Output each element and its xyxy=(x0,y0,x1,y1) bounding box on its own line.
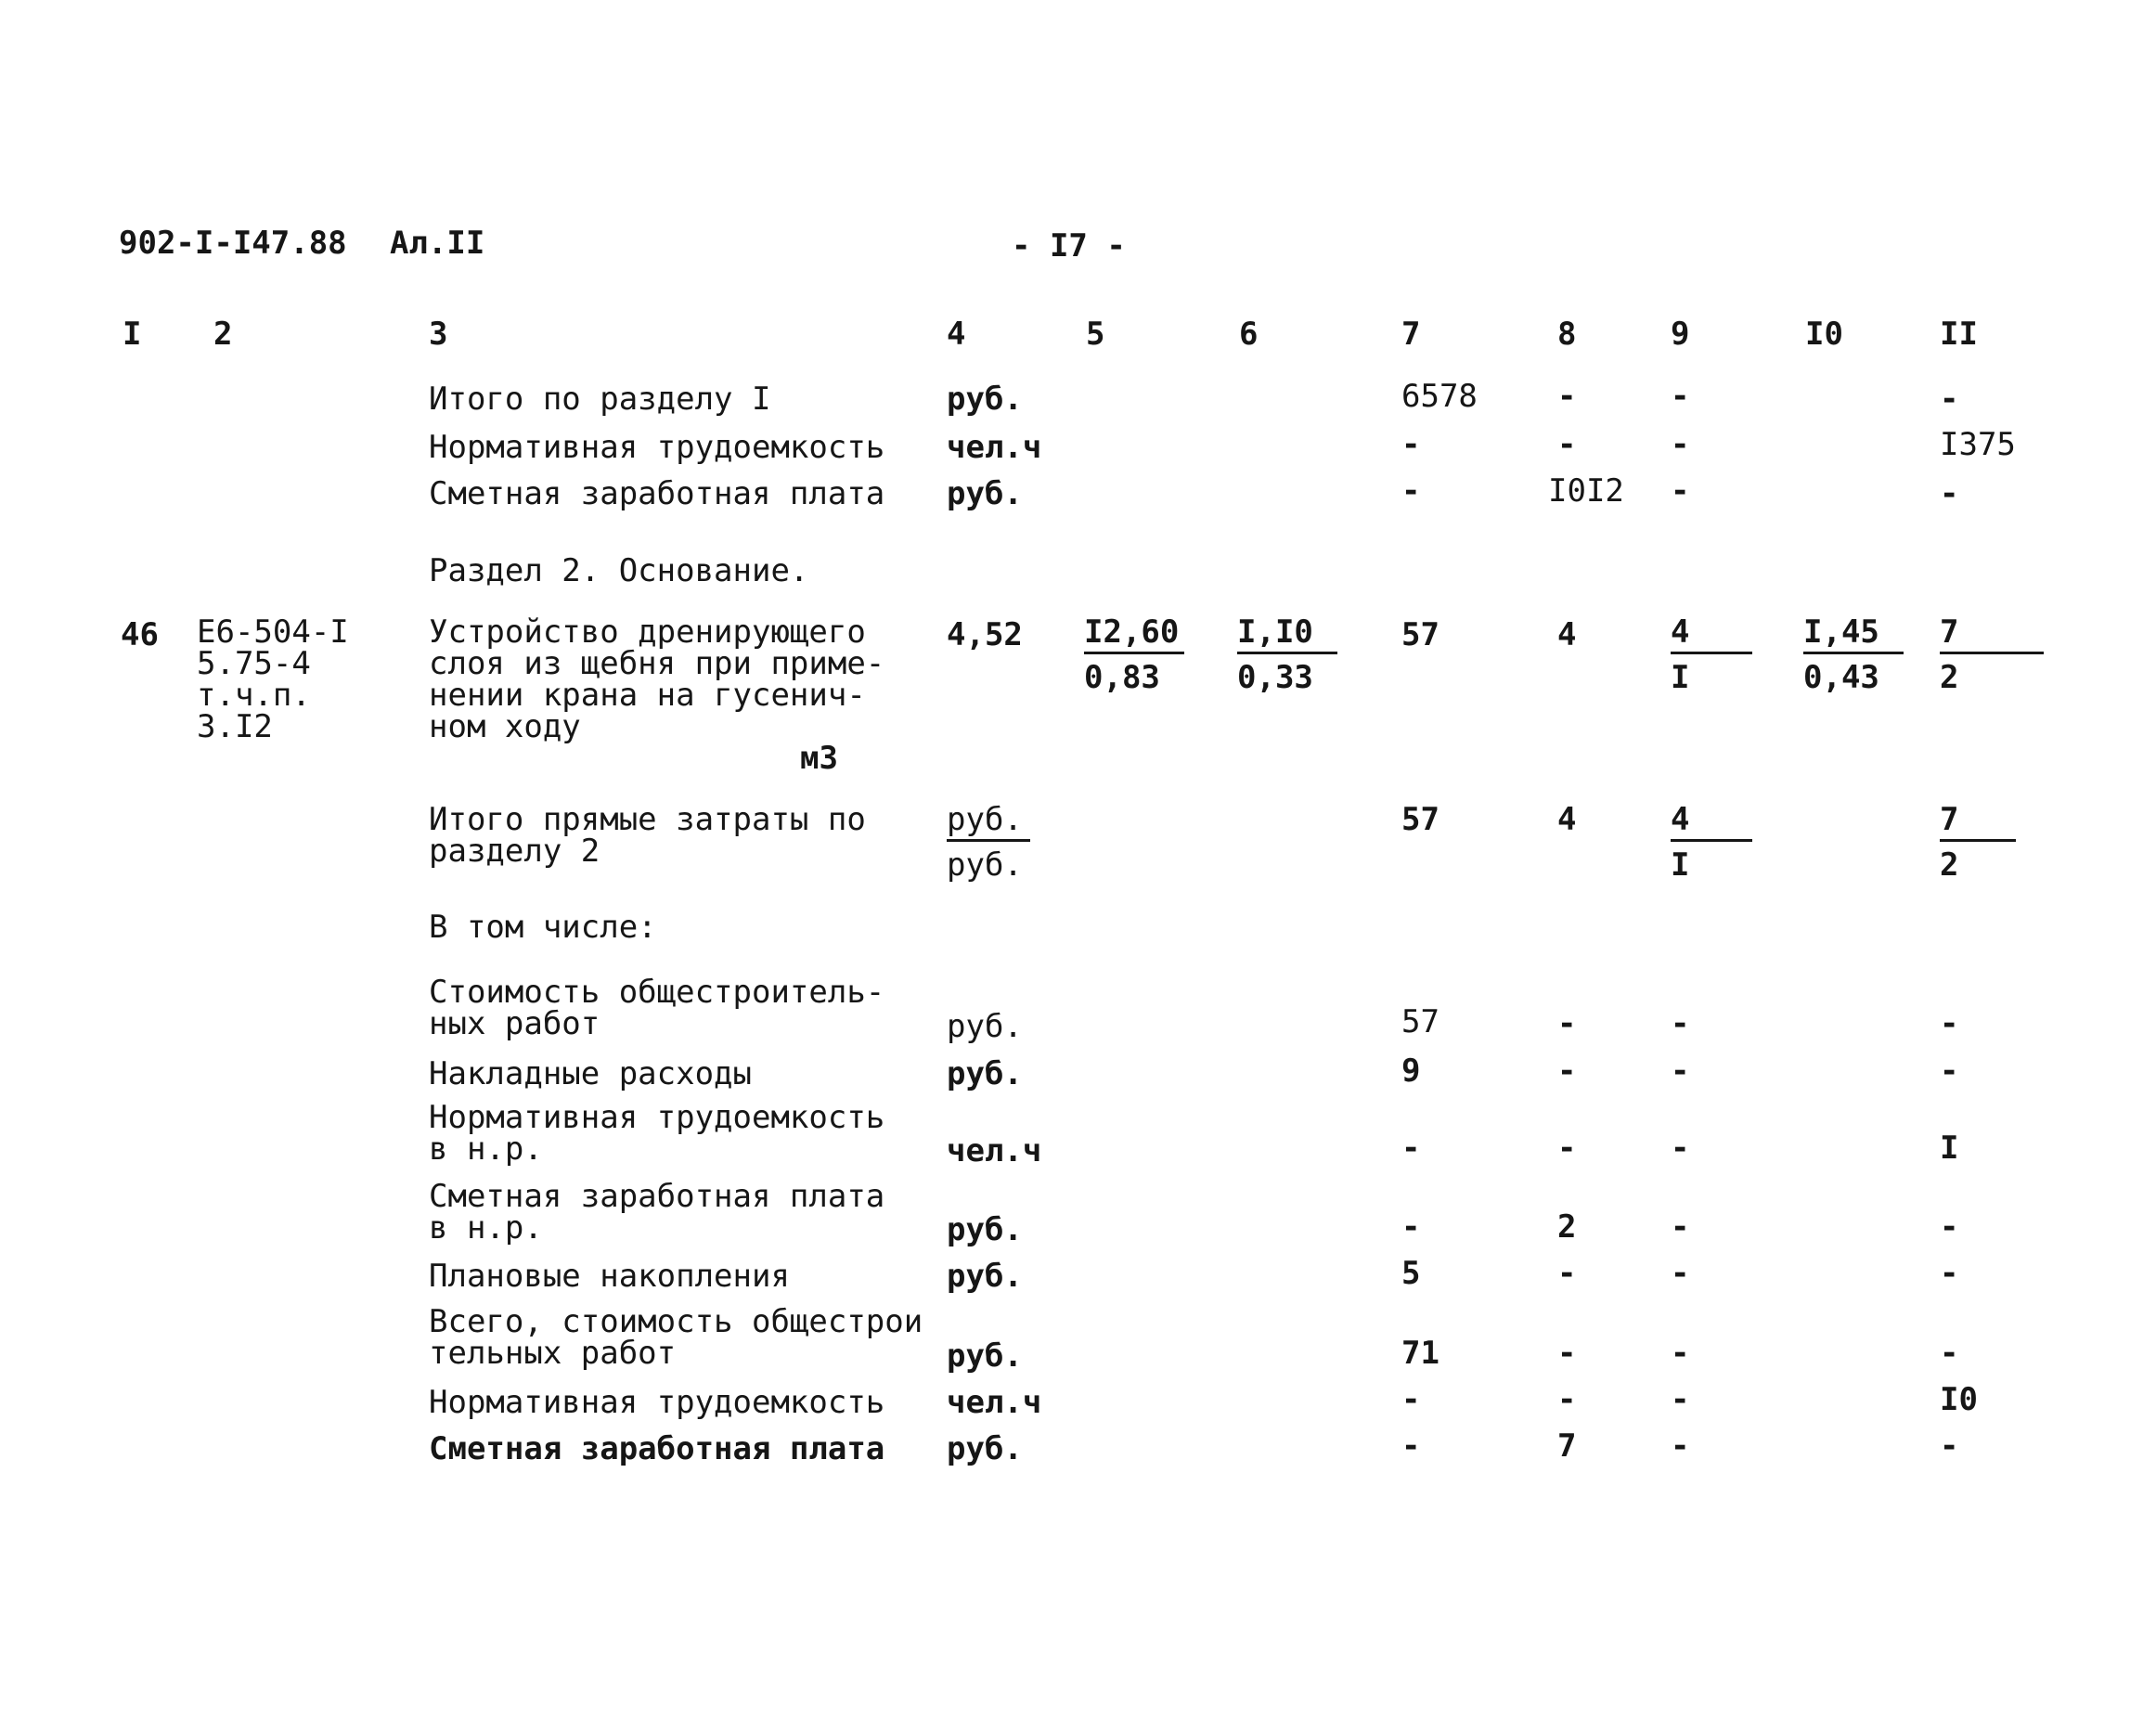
column-number-3: 3 xyxy=(429,316,448,353)
cell-col11: I xyxy=(1940,1130,1959,1167)
unit-fraction: руб. руб. xyxy=(947,804,1030,881)
row-unit: руб. xyxy=(947,1055,1023,1092)
row-name: Итого по разделу I xyxy=(429,381,771,418)
row-name: Нормативная трудоемкость в н.р. xyxy=(429,1099,885,1168)
column-number-5: 5 xyxy=(1086,316,1105,353)
cell-col9: - xyxy=(1671,1005,1690,1042)
cell-col9: - xyxy=(1671,378,1690,415)
row-unit: руб. xyxy=(947,1258,1023,1295)
row-name: Стоимость общестроитель- ных работ xyxy=(429,974,885,1042)
cell-col9: - xyxy=(1671,1255,1690,1292)
cell-col8: 2 xyxy=(1557,1208,1577,1246)
column-number-6: 6 xyxy=(1239,316,1259,353)
row-name: Сметная заработная плата xyxy=(429,475,885,512)
column-number-8: 8 xyxy=(1557,316,1577,353)
cell-col11: - xyxy=(1940,1335,1959,1372)
cell-col7: 5 xyxy=(1401,1255,1421,1292)
cell-col9: - xyxy=(1671,1335,1690,1372)
cell-col9: - xyxy=(1671,472,1690,510)
cell-col8: 7 xyxy=(1557,1427,1577,1465)
cell-col8: - xyxy=(1557,1335,1577,1372)
row-name: Нормативная трудоемкость xyxy=(429,429,885,466)
cell-col11: - xyxy=(1940,1427,1959,1465)
cell-col8: 4 xyxy=(1557,616,1577,653)
row-unit: руб. xyxy=(947,1337,1023,1375)
cell-col8: - xyxy=(1557,1005,1577,1042)
section-heading: Раздел 2. Основание. xyxy=(429,552,809,589)
cell-col7: - xyxy=(1401,1130,1421,1167)
row-name: Сметная заработная плата xyxy=(429,1430,885,1467)
cell-col7: - xyxy=(1401,1381,1421,1418)
item-number: 46 xyxy=(121,616,159,653)
row-unit: чел.ч xyxy=(947,429,1042,466)
cell-col11: - xyxy=(1940,1208,1959,1246)
fraction-col11: $\frac{7}{2}$ xyxy=(1940,616,2044,693)
column-number-1: I xyxy=(123,316,142,353)
column-number-9: 9 xyxy=(1671,316,1690,353)
cell-col11: - xyxy=(1940,381,1959,418)
page-number: - I7 - xyxy=(1012,227,1126,265)
column-number-4: 4 xyxy=(947,316,966,353)
cell-col9: - xyxy=(1671,426,1690,463)
fraction-col9: $\frac{4}{I}$ xyxy=(1671,804,1752,881)
cell-col7: - xyxy=(1401,472,1421,510)
doc-code: 902-I-I47.88 xyxy=(119,225,347,262)
cell-col9: - xyxy=(1671,1053,1690,1090)
cell-col7: 57 xyxy=(1401,1003,1439,1040)
cell-col11: I0 xyxy=(1940,1381,1978,1418)
cell-col7: 57 xyxy=(1401,616,1439,653)
fraction-col6: $\frac{I,I0}{0,33}$ xyxy=(1237,616,1337,693)
fraction-col11: $\frac{7}{2}$ xyxy=(1940,804,2016,881)
cell-col7: 9 xyxy=(1401,1053,1421,1090)
column-number-2: 2 xyxy=(213,316,233,353)
cell-col11: - xyxy=(1940,1255,1959,1292)
item-quantity: 4,52 xyxy=(947,616,1023,653)
cell-col8: - xyxy=(1557,1381,1577,1418)
row-unit: руб. xyxy=(947,1211,1023,1248)
cell-col8: - xyxy=(1557,1255,1577,1292)
album-label: Ал.II xyxy=(390,225,485,262)
cell-col11: - xyxy=(1940,1005,1959,1042)
row-name: Накладные расходы xyxy=(429,1055,752,1092)
row-name: Нормативная трудоемкость xyxy=(429,1384,885,1421)
cell-col7: 57 xyxy=(1401,801,1439,838)
cell-col9: - xyxy=(1671,1381,1690,1418)
cell-col9: - xyxy=(1671,1130,1690,1167)
cell-col8: 4 xyxy=(1557,801,1577,838)
cell-col7: - xyxy=(1401,1208,1421,1246)
fraction-col9: $\frac{4}{I}$ xyxy=(1671,616,1752,693)
fraction-col5: $\frac{I2,60}{0,83}$ xyxy=(1084,616,1184,693)
row-name: Плановые накопления xyxy=(429,1258,790,1295)
item-code: Е6-504-I 5.75-4 т.ч.п. 3.I2 xyxy=(197,614,349,745)
row-unit: руб. xyxy=(947,1008,1023,1045)
cell-col7: - xyxy=(1401,426,1421,463)
cell-col9: - xyxy=(1671,1208,1690,1246)
row-unit: чел.ч xyxy=(947,1384,1042,1421)
column-number-7: 7 xyxy=(1401,316,1421,353)
cell-col11: - xyxy=(1940,475,1959,512)
row-unit: руб. xyxy=(947,381,1023,418)
item-unit: м3 xyxy=(800,740,838,777)
cell-col7: 6578 xyxy=(1401,378,1478,415)
row-name: Сметная заработная плата в н.р. xyxy=(429,1178,885,1247)
cell-col8: - xyxy=(1557,426,1577,463)
cell-col8: - xyxy=(1557,1130,1577,1167)
item-name: Устройство дренирующего слоя из щебня при приме- нении крана на гусенич- ном ходу xyxy=(429,614,885,745)
row-unit: руб. xyxy=(947,475,1023,512)
fraction-col10: $\frac{I,45}{0,43}$ xyxy=(1803,616,1904,693)
row-name: Итого прямые затраты по разделу 2 xyxy=(429,801,866,870)
cell-col8: - xyxy=(1557,378,1577,415)
cell-col9: - xyxy=(1671,1427,1690,1465)
cell-col8: - xyxy=(1557,1053,1577,1090)
row-unit: чел.ч xyxy=(947,1132,1042,1169)
row-name: Всего, стоимость общестрои тельных работ xyxy=(429,1303,923,1372)
row-unit: руб. xyxy=(947,1430,1023,1467)
column-number-10: I0 xyxy=(1805,316,1843,353)
cell-col7: - xyxy=(1401,1427,1421,1465)
including-label: В том числе: xyxy=(429,909,657,946)
cell-col7: 71 xyxy=(1401,1335,1439,1372)
cell-col11: - xyxy=(1940,1053,1959,1090)
column-number-11: II xyxy=(1940,316,1978,353)
cell-col11: I375 xyxy=(1940,426,2016,463)
cell-col8: I0I2 xyxy=(1548,472,1624,510)
